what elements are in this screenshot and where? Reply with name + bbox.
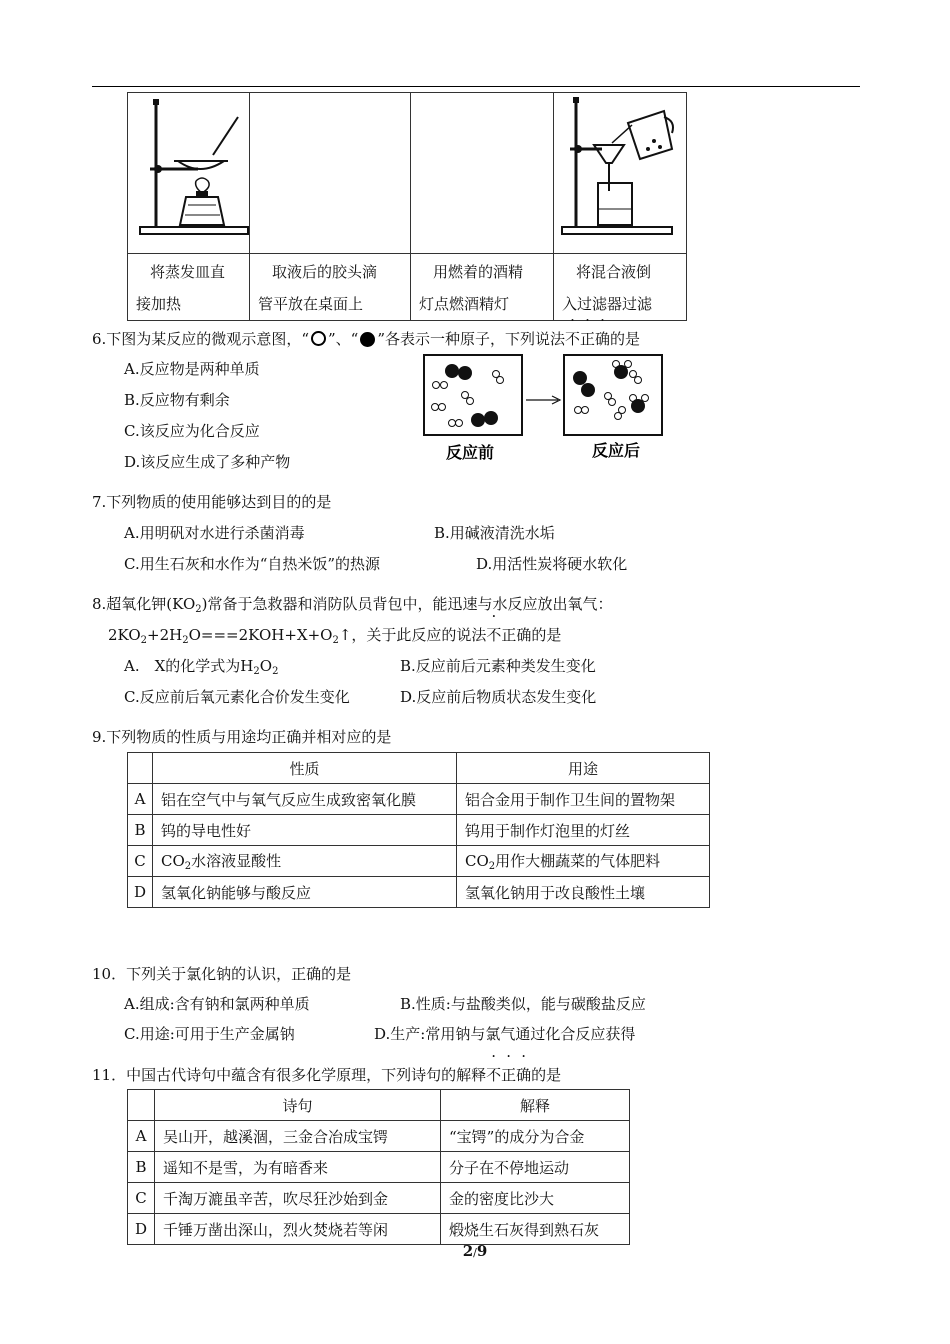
lamp-figure-cell [411,93,554,254]
filtration-figure [554,93,687,254]
page-number: 2/9 [462,1242,488,1260]
q11-stem: 11．中国古代诗句中蕴含有很多化学原理，下列诗句的解释不正确的是 [92,1066,562,1084]
q10-option-a: A.组成:含有钠和氯两种单质 [124,995,310,1013]
table-row: C $CO_2$水溶液显酸性 $CO_2$用作大棚蔬菜的气体肥料 [128,846,710,877]
q6-option-b: B.反应物有剩余 [124,391,230,409]
q11-header-explain: 解释 [441,1090,630,1121]
q9-header-property: 性质 [153,753,457,784]
q7-option-c: C.用生石灰和水作为“自热米饭”的热源 [124,555,381,573]
q9-stem: 9.下列物质的性质与用途均正确并相对应的是 [92,728,392,746]
q9-table [127,752,710,908]
caption-evaporating: 将蒸发皿直 接加热 [128,254,250,321]
reaction-micro-diagram [420,352,670,472]
table-row: A 铝在空气中与氧气反应生成致密氧化膜 铝合金用于制作卫生间的置物架 [128,784,710,815]
label-after: 反应后 [592,441,641,460]
q6-option-a: A.反应物是两种单质 [124,360,260,378]
table-row: C 千淘万漉虽辛苦，吹尽狂沙始到金 金的密度比沙大 [128,1183,630,1214]
black-atom-icon [360,332,375,347]
evaporating-setup-icon [128,93,249,249]
table-row: D 氢氧化钠能够与酸反应 氢氧化钠用于改良酸性土壤 [128,877,710,908]
q8-option-a: A. X的化学式为$H_2O_2$ [124,657,279,677]
table-row: B 钨的导电性好 钨用于制作灯泡里的灯丝 [128,815,710,846]
q8-stem: 8.超氧化钾$(KO_2)$常备于急救器和消防队员背包中，能迅速与水反应放出氧气： [92,595,613,615]
q8-equation: $2KO_2+2H_2O===2KOH+X+O_2↑$，关于此反应的说法不正确的是 [108,626,562,646]
q8-option-c: C.反应前后氧元素化合价发生变化 [124,688,350,706]
evaporating-dish-figure [128,93,250,254]
table-row: B 遥知不是雪，为有暗香来 分子在不停地运动 [128,1152,630,1183]
caption-dropper: 取液后的胶头滴 管平放在桌面上 [250,254,411,321]
header-rule [92,86,860,87]
q7-stem: 7.下列物质的使用能够达到目的的是 [92,493,332,511]
table-row: D 千锤万凿出深山，烈火焚烧若等闲 煅烧生石灰得到熟石灰 [128,1214,630,1245]
white-atom-icon [311,331,326,346]
q7-option-a: A.用明矾对水进行杀菌消毒 [124,524,305,542]
q6-option-d: D.该反应生成了多种产物 [124,453,291,471]
q11-header-blank [128,1090,155,1121]
q10-option-d: D.生产:常用钠与氯气通过化合反应获得 [374,1025,636,1043]
q10-option-c: C.用途:可用于生产金属钠 [124,1025,295,1043]
caption-filtration: 将混合液倒 入过滤器过滤 [554,254,687,321]
apparatus-table [127,92,687,321]
q10-option-b: B.性质:与盐酸类似，能与碳酸盐反应 [400,995,646,1013]
q9-header-blank [128,753,153,784]
caption-lamp: 用燃着的酒精 灯点燃酒精灯 [411,254,554,321]
q7-option-d: D.用活性炭将硬水软化 [476,555,628,573]
q11-table [127,1089,630,1245]
q10-stem: 10．下列关于氯化钠的认识，正确的是 [92,965,352,983]
q6-option-c: C.该反应为化合反应 [124,422,260,440]
q6-stem: 6.下图为某反应的微观示意图，“ ”、“ ”各表示一种原子，下列说法不正确的是 [92,330,641,348]
dropper-figure-cell [250,93,411,254]
table-row: A 吴山开，越溪涸，三金合冶成宝锷 “宝锷”的成分为合金 [128,1121,630,1152]
q9-header-use: 用途 [457,753,710,784]
q11-header-poem: 诗句 [155,1090,441,1121]
q8-option-d: D.反应前后物质状态发生变化 [400,688,597,706]
label-before: 反应前 [446,443,495,462]
q8-option-b: B.反应前后元素种类发生变化 [400,657,596,675]
q7-option-b: B.用碱液清洗水垢 [434,524,555,542]
filtration-setup-icon [554,93,686,249]
